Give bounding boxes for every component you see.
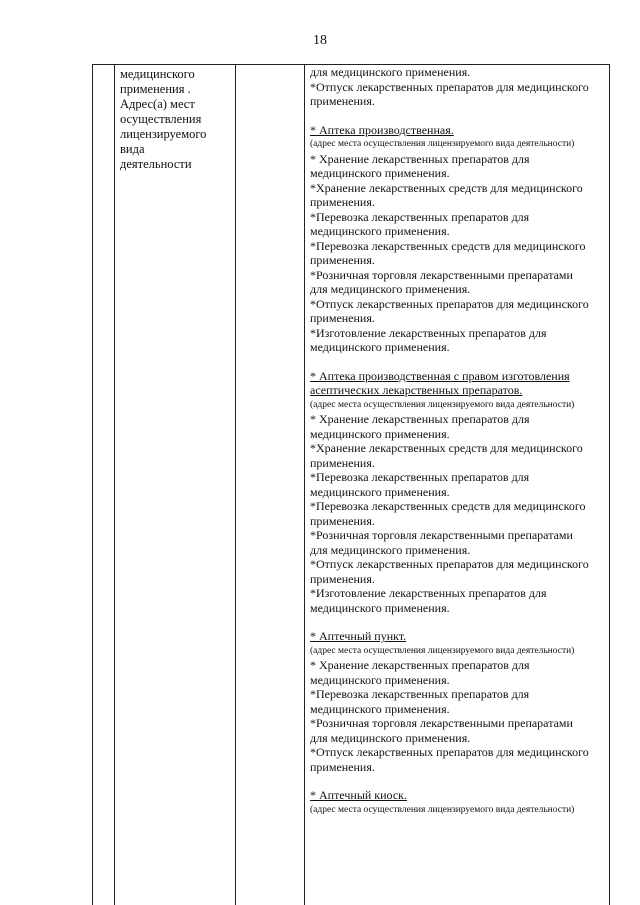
section-item-line: *Изготовление лекарственных препаратов для <box>310 586 547 600</box>
section-note: (адрес места осуществления лицензируемого вида деятельности) <box>310 399 575 410</box>
section-item-line: *Розничная торговля лекарственными препаратами <box>310 267 573 282</box>
activity-line: деятельности <box>120 157 192 171</box>
section-item-line: *Перевозка лекарственных средств для медицинского <box>310 238 586 253</box>
table-border-col2 <box>235 64 236 905</box>
section-item-line: медицинского применения. <box>310 166 450 180</box>
table-border-col1 <box>114 64 115 905</box>
section-note: (адрес места осуществления лицензируемого вида деятельности) <box>310 139 575 149</box>
section-item-line: * Хранение лекарственных препаратов для <box>310 412 530 426</box>
section-item-line: для медицинского применения. <box>310 282 471 296</box>
intro-line: применения. <box>310 94 375 108</box>
section-item-line: медицинского применения. <box>310 224 450 238</box>
section-item-line: применения. <box>310 311 375 325</box>
section-heading: * Аптека производственная. <box>310 122 454 137</box>
section-item-line: медицинского применения. <box>310 340 450 354</box>
section-item-line: *Изготовление лекарственных препаратов для <box>310 325 547 340</box>
section-item-line: *Перевозка лекарственных препаратов для <box>310 209 530 224</box>
section-item-line: * Хранение лекарственных препаратов для <box>310 151 530 166</box>
section-item-line: применения. <box>310 195 375 209</box>
activity-line: медицинского <box>120 67 195 81</box>
section-item-line: *Отпуск лекарственных препаратов для медицинского <box>310 296 589 311</box>
section-gap <box>310 109 610 123</box>
table-border-left <box>92 64 93 905</box>
section-item-line: *Отпуск лекарственных препаратов для медицинского <box>310 745 589 759</box>
section-item-line: медицинского применения. <box>310 600 450 615</box>
section-item-line: * Хранение лекарственных препаратов для <box>310 658 530 672</box>
section-item-line: для медицинского применения. <box>310 730 471 745</box>
page-number: 18 <box>313 33 327 48</box>
intro-line: для медицинского применения. <box>310 65 471 79</box>
section-item-line: *Перевозка лекарственных препаратов для <box>310 687 530 701</box>
section-item-line: для медицинского применения. <box>310 542 471 557</box>
section-item-line: *Хранение лекарственных средств для медицинского <box>310 180 583 195</box>
activity-line: вида <box>120 142 145 156</box>
section-heading-cont: асептических лекарственных препаратов. <box>310 383 523 397</box>
activity-column <box>120 67 228 172</box>
activity-line: лицензируемого <box>120 127 207 141</box>
document-table <box>92 64 610 905</box>
table-border-col3 <box>304 64 305 905</box>
section-item-line: *Розничная торговля лекарственными препаратами <box>310 528 573 542</box>
section-gap <box>310 355 610 369</box>
section-note: (адрес места осуществления лицензируемого вида деятельности) <box>310 804 575 815</box>
section-item-line: применения. <box>310 759 375 774</box>
section-item-line: применения. <box>310 513 375 528</box>
section-gap <box>310 774 610 788</box>
section-item-line: применения. <box>310 253 375 267</box>
section-item-line: медицинского применения. <box>310 701 450 716</box>
section-item-line: медицинского применения. <box>310 484 450 499</box>
section-gap <box>310 615 610 629</box>
section-heading: * Аптечный пункт. <box>310 629 407 643</box>
section-item-line: *Отпуск лекарственных препаратов для медицинского <box>310 557 589 571</box>
section-heading: * Аптечный киоск. <box>310 788 408 802</box>
activity-line: Адрес(а) мест <box>120 97 195 111</box>
section-heading: * Аптека производственная с правом изготовления <box>310 368 570 383</box>
services-column <box>310 65 610 817</box>
activity-line: осуществления <box>120 112 202 126</box>
section-item-line: медицинского применения. <box>310 672 450 687</box>
activity-line: применения . <box>120 82 191 96</box>
section-item-line: *Перевозка лекарственных средств для медицинского <box>310 499 586 513</box>
section-item-line: применения. <box>310 571 375 586</box>
section-item-line: *Хранение лекарственных средств для медицинского <box>310 441 583 455</box>
section-item-line: применения. <box>310 455 375 470</box>
intro-line: *Отпуск лекарственных препаратов для медицинского <box>310 79 589 94</box>
section-note: (адрес места осуществления лицензируемого вида деятельности) <box>310 645 575 656</box>
section-item-line: *Перевозка лекарственных препаратов для <box>310 470 530 484</box>
section-item-line: *Розничная торговля лекарственными препаратами <box>310 716 573 730</box>
section-item-line: медицинского применения. <box>310 426 450 441</box>
